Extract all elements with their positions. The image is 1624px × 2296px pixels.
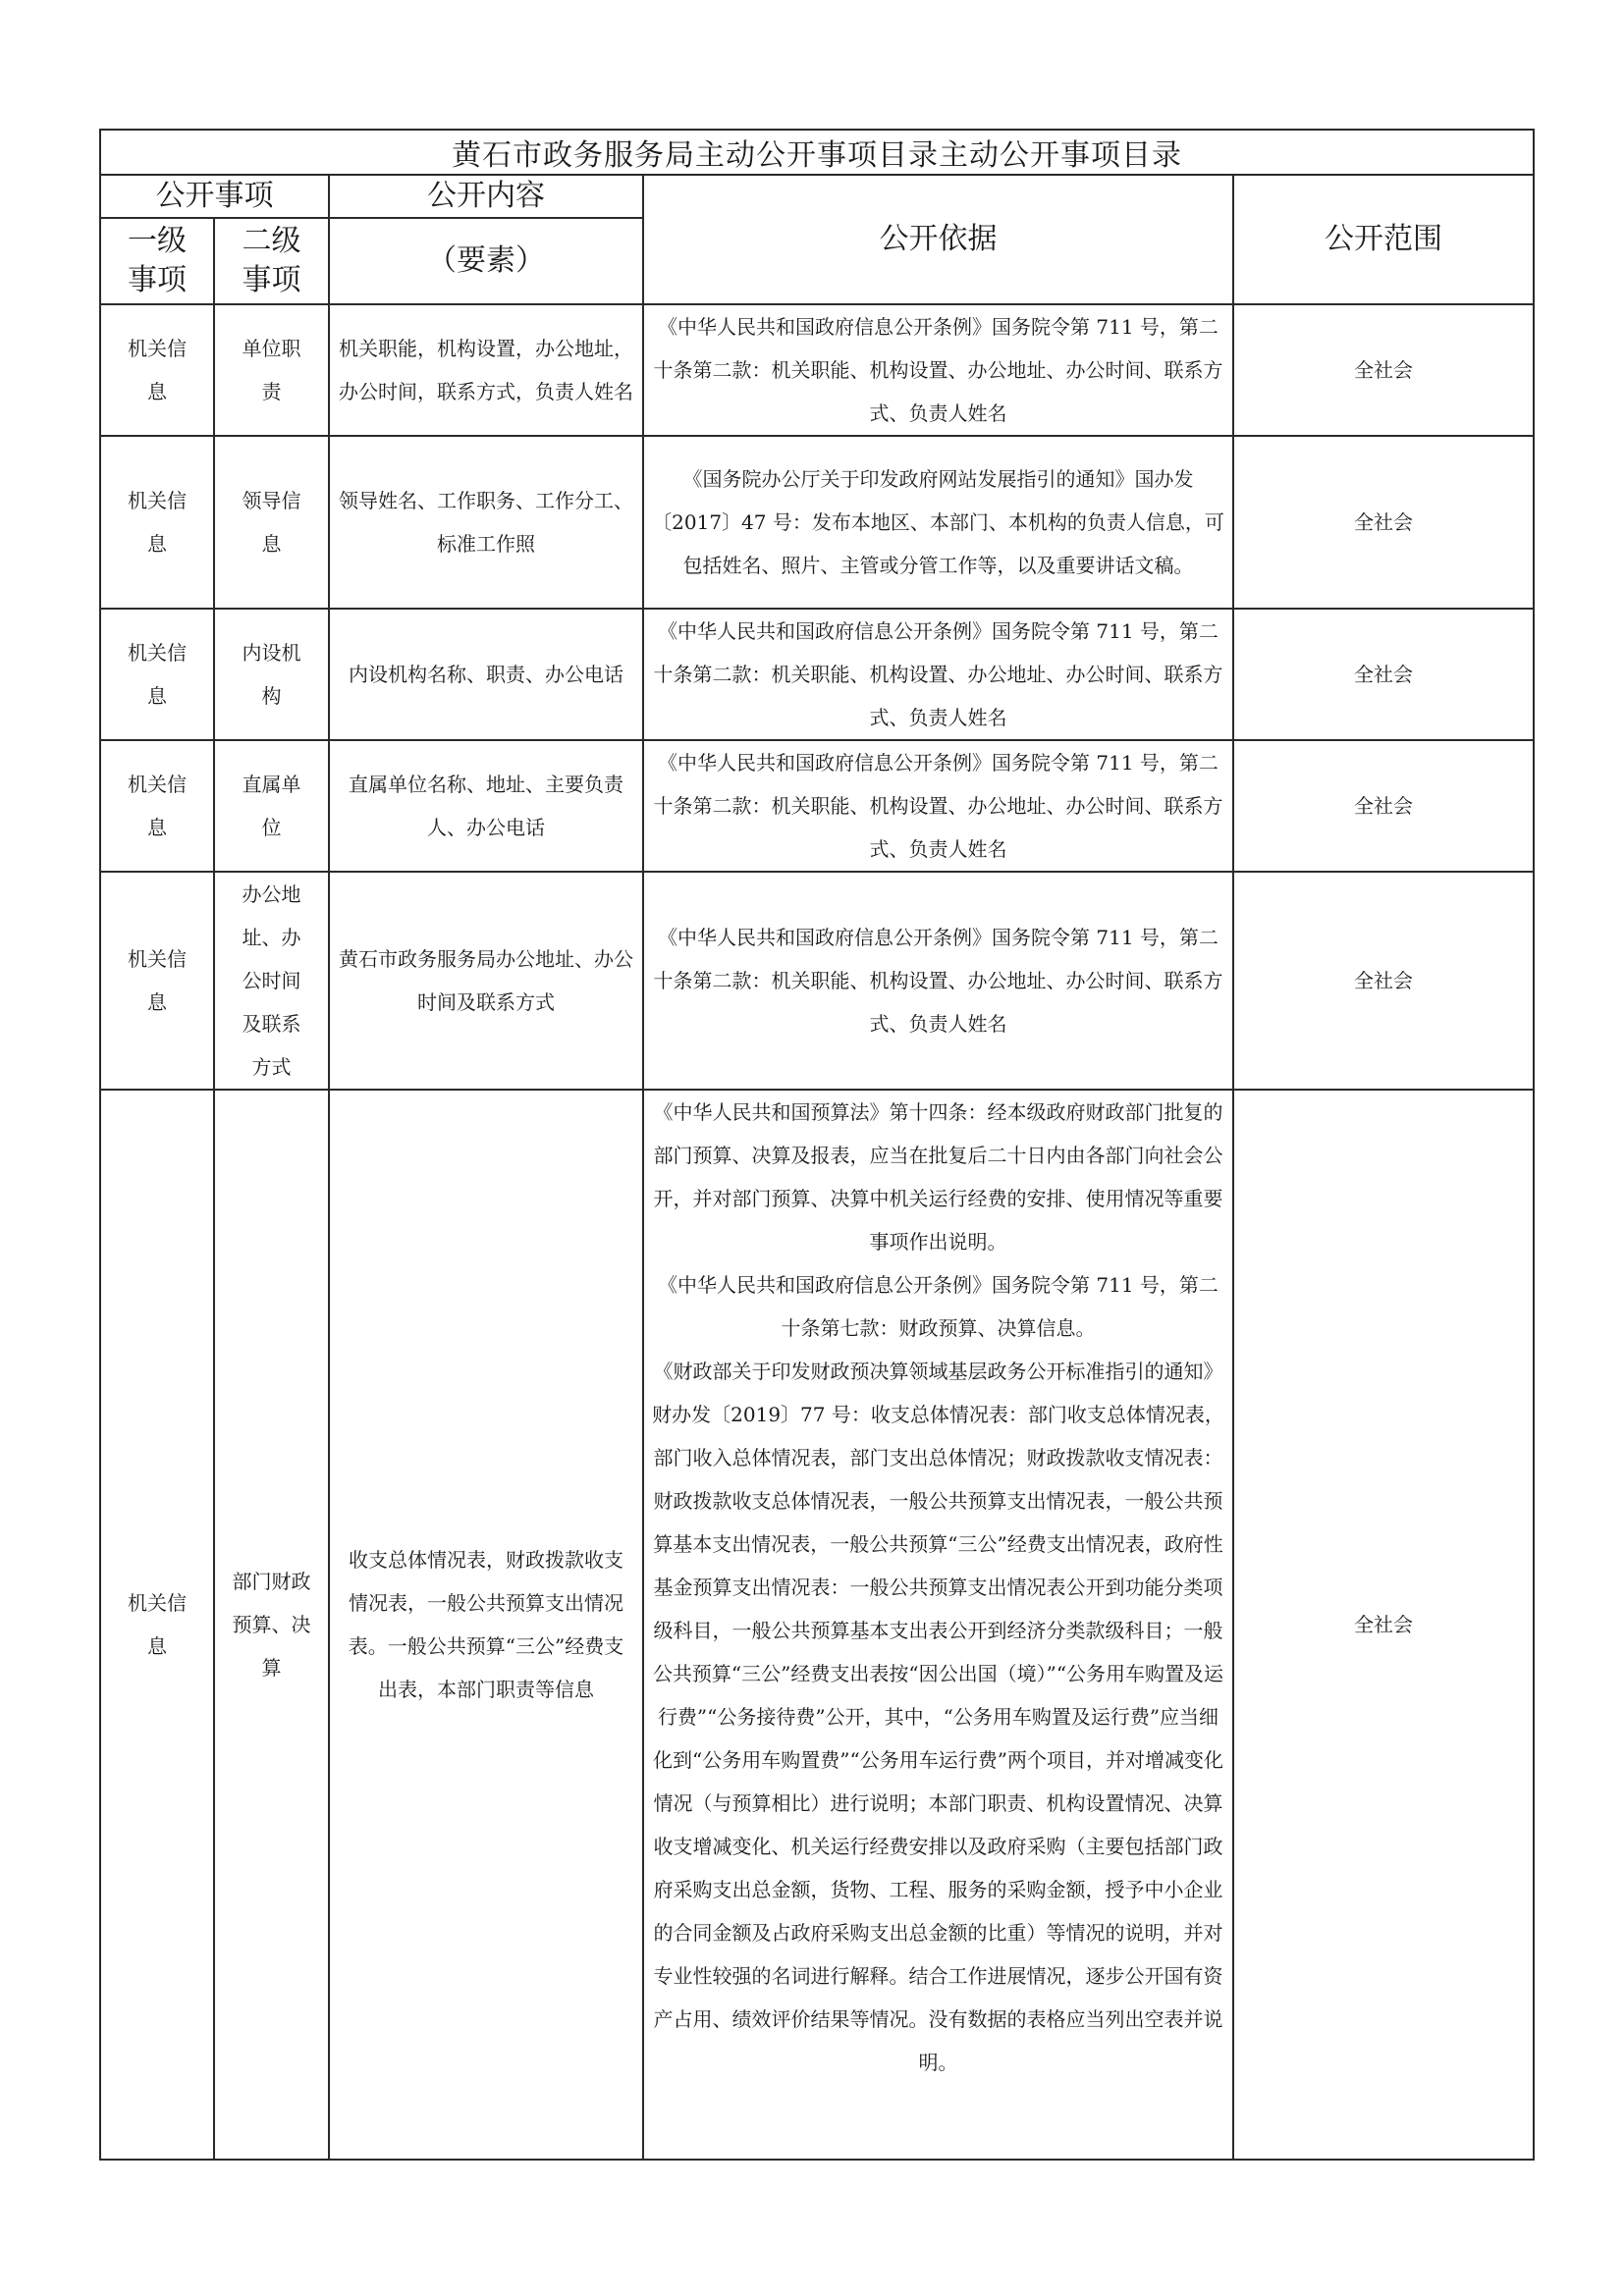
scope-cell: 全社会 — [1233, 304, 1534, 436]
table-row — [100, 304, 1534, 436]
content-cell: 直属单位名称、地址、主要负责人、办公电话 — [329, 740, 643, 872]
content-cell: 机关职能，机构设置，办公地址，办公时间，联系方式，负责人姓名 — [329, 304, 643, 436]
header-public-item: 公开事项 — [100, 175, 329, 218]
level1-cell: 机关信息 — [100, 609, 214, 740]
basis-paragraph: 《财政部关于印发财政预决算领域基层政务公开标准指引的通知》财办发〔2019〕77 号：收支总体情况表：部门收支总体情况表，部门收入总体情况表，部门支出总体情况；财政拨款收支情况表：财政拨款收支总体情况表，一般公共预算支出情况表，一般公共预算基本支出情况表，一般公共预算“三公”经费支出情况表，政府性基金预算支出情况表：一般公共预算支出情况表公开到功能分类项级科目，一般公共预算基本支出表公开到经济分类款级科目；一般公共预算“三公”经费支出表按“因公出国（境）”“公务用车购置及运行费”“公务接待费”公开，其中，“公务用车购置及运行费”应当细化到“公务用车购置费”“公务用车运行费”两个项目，并对增减变化情况（与预算相比）进行说明；本部门职责、机构设置情况、决算收支增减变化、机关运行经费安排以及政府采购（主要包括部门政府采购支出总金额，货物、工程、服务的采购金额，授予中小企业的合同金额及占政府采购支出总金额的比重）等情况的说明，并对专业性较强的名词进行解释。结合工作进展情况，逐步公开国有资产占用、绩效评价结果等情况。没有数据的表格应当列出空表并说明。 — [652, 1360, 1224, 2074]
header-level1: 一级事项 — [100, 218, 214, 304]
basis-cell — [643, 1090, 1233, 2160]
basis-paragraph: 《中华人民共和国政府信息公开条例》国务院令第 711 号，第二十条第七款：财政预算、决算信息。 — [658, 1273, 1218, 1340]
header-content-sub: （要素） — [329, 218, 643, 304]
level2-cell: 领导信息 — [214, 436, 329, 609]
scope-cell: 全社会 — [1233, 1090, 1534, 2160]
basis-cell — [643, 304, 1233, 436]
basis-cell — [643, 436, 1233, 609]
level2-cell: 单位职责 — [214, 304, 329, 436]
level2-cell: 内设机构 — [214, 609, 329, 740]
table-row — [100, 740, 1534, 872]
level1-cell: 机关信息 — [100, 1090, 214, 2160]
scope-cell: 全社会 — [1233, 609, 1534, 740]
disclosure-catalog-table — [99, 129, 1535, 2161]
level1-cell: 机关信息 — [100, 740, 214, 872]
content-cell: 领导姓名、工作职务、工作分工、标准工作照 — [329, 436, 643, 609]
table-row — [100, 872, 1534, 1090]
content-cell: 内设机构名称、职责、办公电话 — [329, 609, 643, 740]
level2-cell: 办公地址、办公时间及联系方式 — [214, 872, 329, 1090]
scope-cell: 全社会 — [1233, 436, 1534, 609]
header-scope: 公开范围 — [1233, 175, 1534, 304]
basis-cell — [643, 872, 1233, 1090]
level1-cell: 机关信息 — [100, 436, 214, 609]
basis-cell — [643, 740, 1233, 872]
basis-paragraph: 《中华人民共和国政府信息公开条例》国务院令第 711 号，第二十条第二款：机关职能、机构设置、办公地址、办公时间、联系方式、负责人姓名 — [653, 315, 1223, 425]
table-row — [100, 609, 1534, 740]
basis-paragraph: 《中华人民共和国政府信息公开条例》国务院令第 711 号，第二十条第二款：机关职能、机构设置、办公地址、办公时间、联系方式、负责人姓名 — [653, 926, 1223, 1036]
table-row — [100, 1090, 1534, 2160]
level2-cell: 直属单位 — [214, 740, 329, 872]
basis-paragraph: 《中华人民共和国政府信息公开条例》国务院令第 711 号，第二十条第二款：机关职能、机构设置、办公地址、办公时间、联系方式、负责人姓名 — [653, 751, 1223, 861]
content-cell: 黄石市政务服务局办公地址、办公时间及联系方式 — [329, 872, 643, 1090]
content-cell: 收支总体情况表，财政拨款收支情况表，一般公共预算支出情况表。一般公共预算“三公”经费支出表，本部门职责等信息 — [329, 1090, 643, 2160]
basis-paragraph: 《中华人民共和国政府信息公开条例》国务院令第 711 号，第二十条第二款：机关职能、机构设置、办公地址、办公时间、联系方式、负责人姓名 — [653, 619, 1223, 729]
level1-cell: 机关信息 — [100, 304, 214, 436]
table-title: 黄石市政务服务局主动公开事项目录主动公开事项目录 — [100, 130, 1534, 175]
basis-cell — [643, 609, 1233, 740]
level2-cell: 部门财政预算、决算 — [214, 1090, 329, 2160]
scope-cell: 全社会 — [1233, 872, 1534, 1090]
header-level2: 二级事项 — [214, 218, 329, 304]
table-row — [100, 436, 1534, 609]
scope-cell: 全社会 — [1233, 740, 1534, 872]
basis-paragraph: 《中华人民共和国预算法》第十四条：经本级政府财政部门批复的部门预算、决算及报表，应当在批复后二十日内由各部门向社会公开，并对部门预算、决算中机关运行经费的安排、使用情况等重要事项作出说明。 — [653, 1100, 1223, 1254]
basis-paragraph: 《国务院办公厅关于印发政府网站发展指引的通知》国办发〔2017〕47 号：发布本地区、本部门、本机构的负责人信息，可包括姓名、照片、主管或分管工作等，以及重要讲话文稿。 — [652, 467, 1224, 577]
header-public-content: 公开内容 — [329, 175, 643, 218]
level1-cell: 机关信息 — [100, 872, 214, 1090]
header-basis: 公开依据 — [643, 175, 1233, 304]
